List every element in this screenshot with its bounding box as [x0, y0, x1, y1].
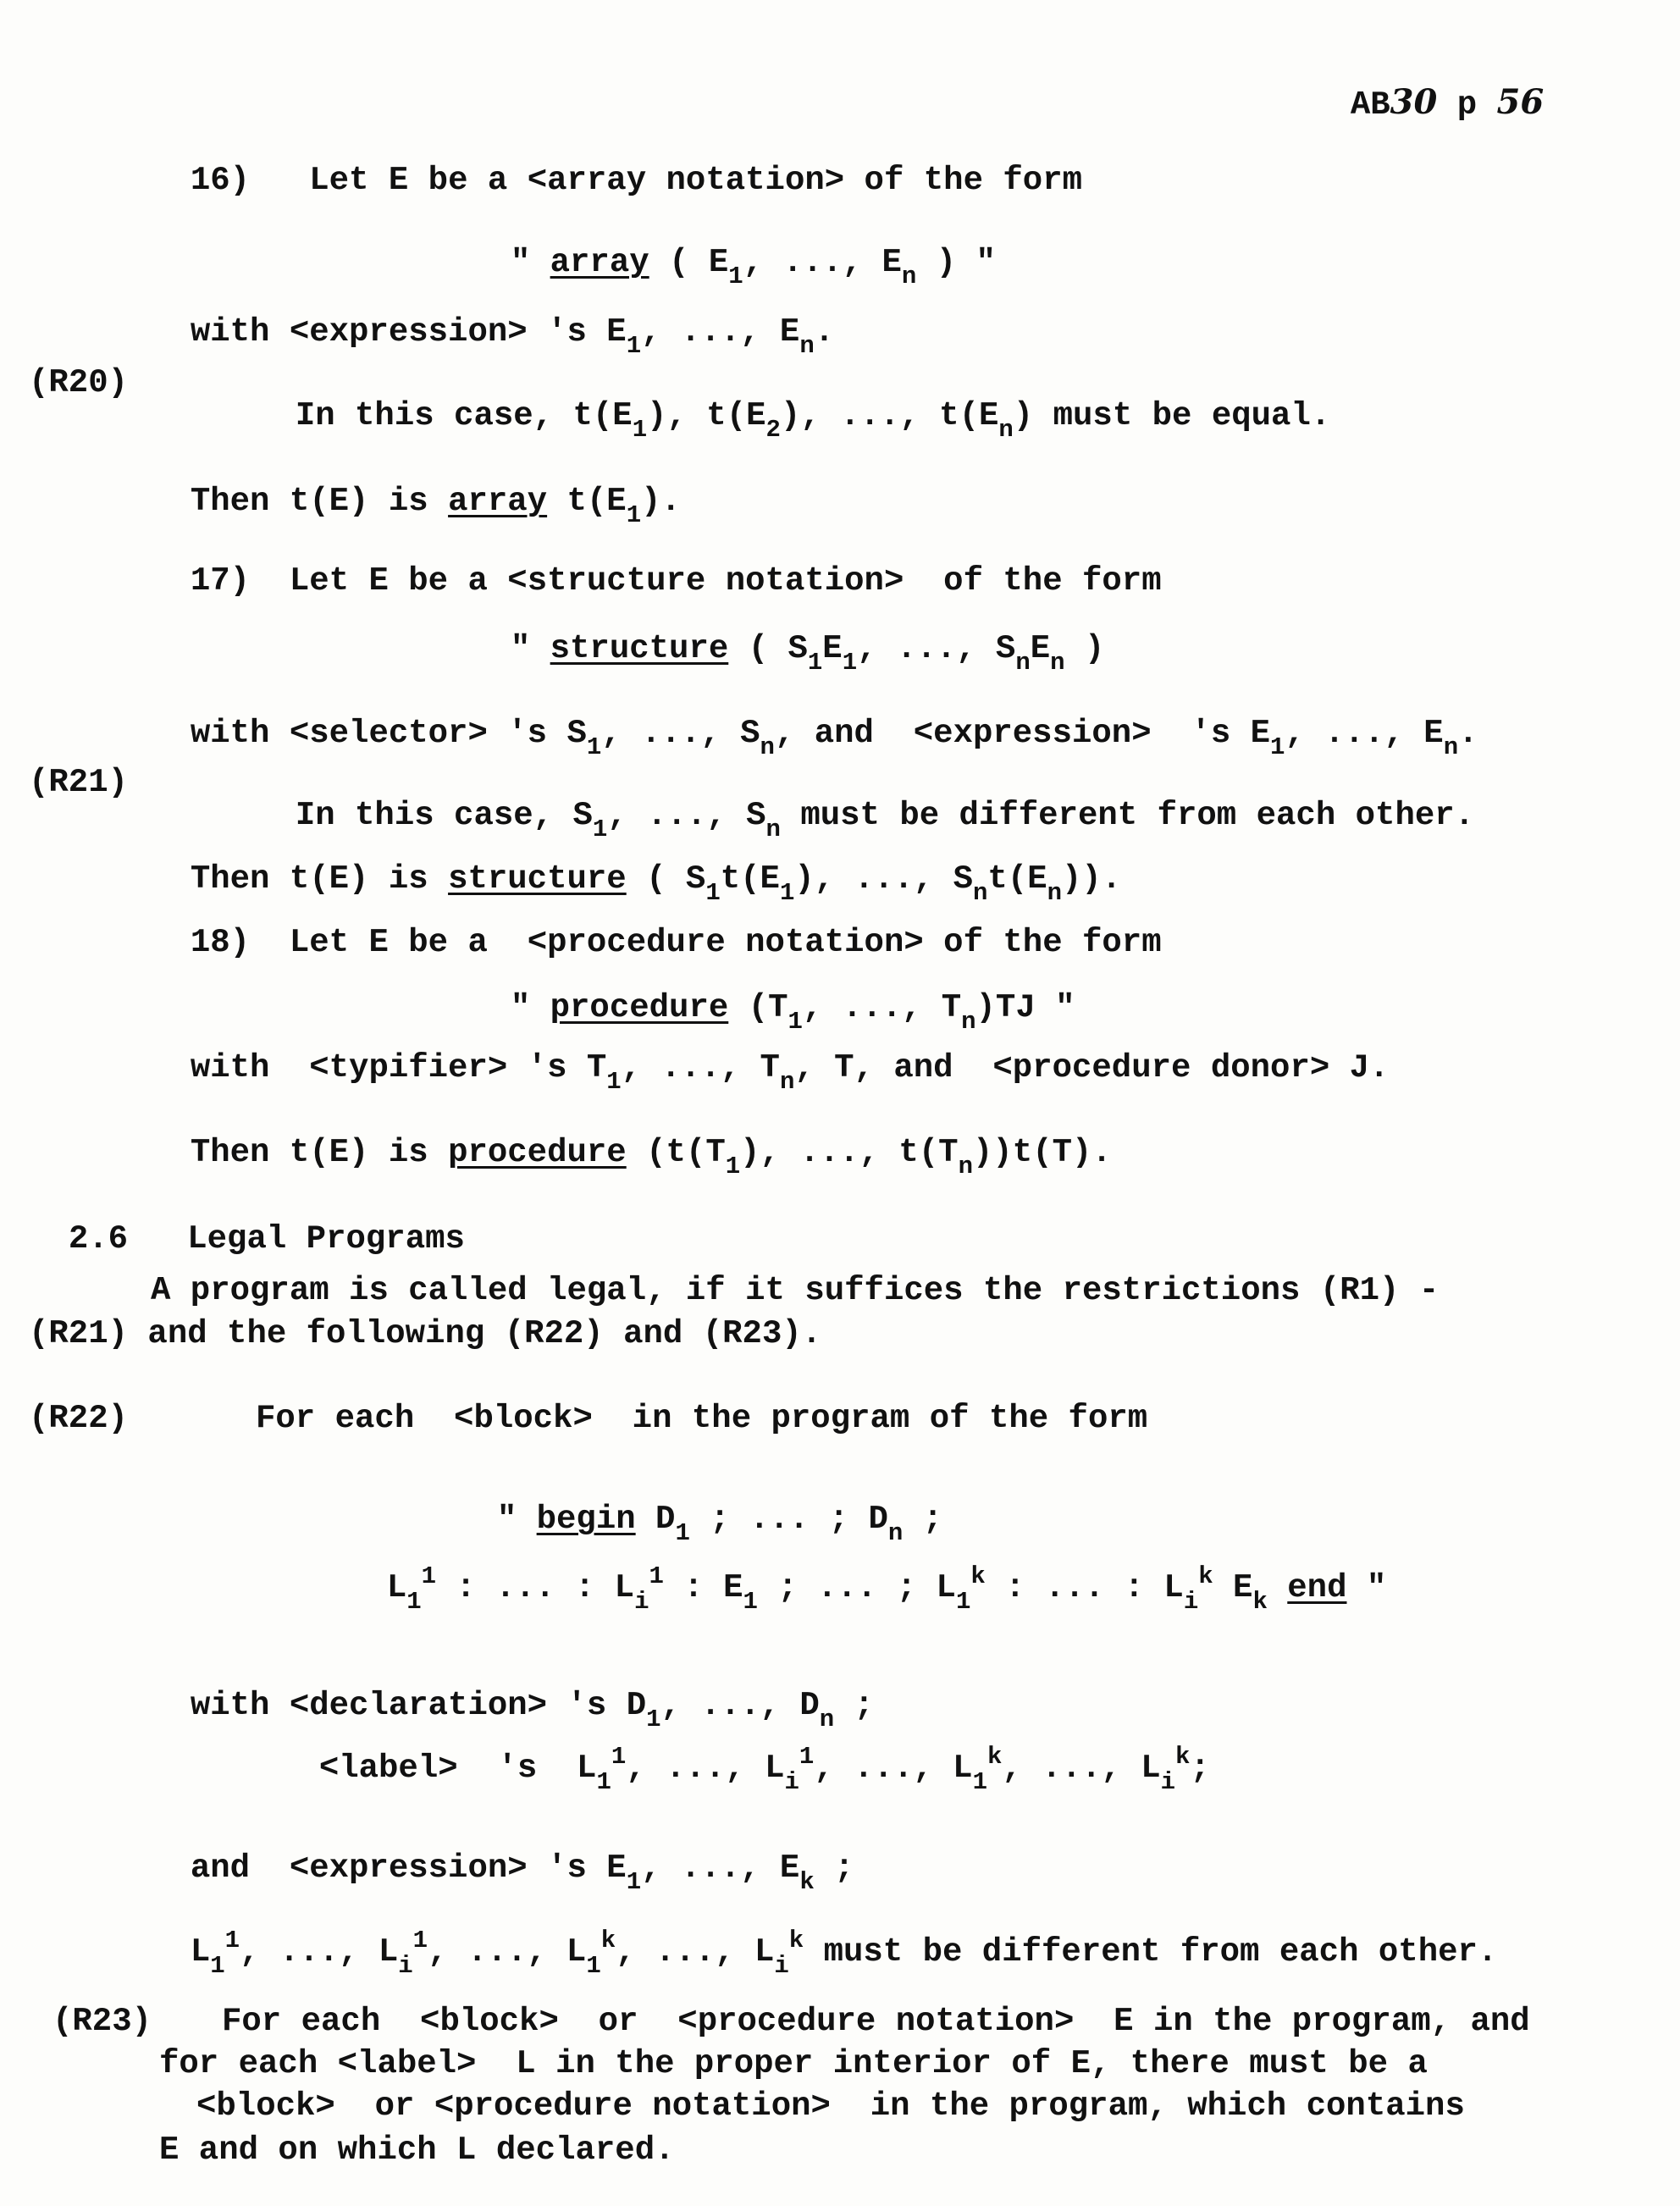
item-16-form	[471, 213, 996, 290]
subscript: i	[1183, 1588, 1199, 1616]
rule-text: ) must be equal.	[1013, 397, 1331, 434]
then-text: Then t(E) is	[190, 860, 449, 898]
r23-line-2: for each <label> L in the proper interior of E, there must be a	[159, 2045, 1428, 2082]
form-text: ; ... ; D	[689, 1501, 888, 1538]
form-text: E	[1030, 630, 1051, 667]
with-text: , ..., E	[1285, 715, 1444, 752]
r21-then	[151, 830, 1122, 907]
form-text: E	[1213, 1569, 1253, 1606]
form-text: , ..., E	[743, 244, 902, 281]
section-title: Legal Programs	[187, 1220, 465, 1258]
form-text: : E	[663, 1569, 743, 1606]
form-text: E	[822, 630, 843, 667]
then-text: t(E	[987, 860, 1047, 898]
subscript: n	[760, 733, 775, 761]
with-text: , ..., L	[626, 1750, 785, 1787]
form-text: ; ... ; L	[757, 1569, 956, 1606]
subscript: 2	[765, 416, 781, 444]
subscript: 1	[646, 1706, 661, 1733]
page-reference-page: 56	[1496, 82, 1545, 122]
with-text: .	[814, 313, 835, 351]
subscript: 1	[807, 649, 823, 677]
with-text: with <declaration> 's D	[190, 1687, 647, 1724]
paragraph-line-1: A program is called legal, if it suffices the restrictions (R1) -	[151, 1272, 1440, 1309]
with-text: , ..., T	[621, 1049, 780, 1086]
keyword-procedure: procedure	[550, 989, 729, 1026]
subscript: i	[774, 1952, 789, 1980]
item-text: Let E be a <array notation> of the form	[309, 162, 1082, 199]
subscript: 1	[788, 1008, 803, 1036]
then-text: )).	[1062, 860, 1122, 898]
subscript: 1	[842, 649, 858, 677]
subscript: 1	[705, 879, 721, 907]
subscript: n	[819, 1706, 835, 1733]
item-18-with	[151, 1019, 1390, 1096]
rule-text: , ..., S	[607, 797, 766, 834]
with-text: .	[1458, 715, 1478, 752]
must-text: must be different from each other.	[804, 1933, 1498, 1971]
subscript: n	[998, 416, 1014, 444]
subscript: n	[799, 332, 815, 360]
subscript: 1	[596, 1768, 611, 1796]
r20-tag: (R20)	[29, 364, 129, 401]
form-text: )TJ "	[975, 989, 1075, 1026]
subscript: 1	[728, 263, 743, 290]
item-18-form	[471, 959, 1075, 1036]
with-text: , ..., S	[601, 715, 760, 752]
superscript: k	[788, 1927, 804, 1954]
keyword-procedure: procedure	[448, 1134, 627, 1171]
rule-text: In this case, t(E	[295, 397, 633, 434]
then-text: ))t(T).	[973, 1134, 1112, 1171]
form-text: L	[386, 1569, 407, 1606]
then-text: ( S	[626, 860, 706, 898]
with-text: , ..., E	[641, 313, 800, 351]
page-reference-prefix: AB	[1350, 86, 1390, 124]
subscript: 1	[592, 816, 608, 843]
subscript: i	[398, 1952, 413, 1980]
item-number: 18)	[190, 924, 251, 961]
superscript: k	[970, 1562, 986, 1590]
form-text: )	[1064, 630, 1105, 667]
form-quote: "	[496, 1501, 537, 1538]
subscript: 1	[606, 1068, 622, 1096]
subscript: k	[1252, 1588, 1268, 1616]
subscript: n	[1047, 879, 1063, 907]
form-quote: "	[510, 630, 550, 667]
rule-text: ), ..., t(E	[780, 397, 999, 434]
subscript: 1	[626, 1868, 642, 1896]
subscript: n	[901, 263, 917, 290]
with-text: , ..., D	[660, 1687, 820, 1724]
rule-text: In this case, S	[295, 797, 593, 834]
with-text: , T, and <procedure donor> J.	[794, 1049, 1390, 1086]
subscript: i	[634, 1588, 649, 1616]
with-text: , ..., L	[1002, 1750, 1161, 1787]
subscript: n	[973, 879, 988, 907]
item-17-with	[151, 684, 1478, 761]
page-reference-section: 30	[1390, 82, 1438, 122]
superscript: 1	[421, 1562, 437, 1590]
superscript: 1	[611, 1743, 627, 1771]
must-text: , ..., L	[240, 1933, 399, 1971]
form-text: (T	[728, 989, 788, 1026]
r22-intro: For each <block> in the program of the form	[256, 1400, 1148, 1437]
then-text: Then t(E) is	[190, 483, 449, 520]
keyword-array: array	[448, 483, 548, 520]
subscript: 1	[406, 1588, 422, 1616]
subscript: 1	[955, 1588, 971, 1616]
then-text: ).	[641, 483, 681, 520]
form-text: : ... : L	[436, 1569, 635, 1606]
r22-tag: (R22)	[29, 1400, 129, 1437]
r20-then	[151, 452, 681, 529]
subscript: 1	[586, 733, 602, 761]
subscript: i	[784, 1768, 799, 1796]
form-text: , ..., T	[802, 989, 962, 1026]
item-18-then	[151, 1103, 1112, 1180]
with-text: with <selector> 's S	[190, 715, 587, 752]
rule-text: must be different from each other.	[780, 797, 1475, 834]
r23-line-3: <block> or <procedure notation> in the program, which contains	[196, 2087, 1465, 2125]
subscript: n	[765, 816, 781, 843]
subscript: 1	[779, 879, 795, 907]
keyword-end: end	[1287, 1569, 1347, 1606]
page-reference	[1311, 53, 1544, 122]
item-16-with	[151, 283, 835, 360]
then-text: Then t(E) is	[190, 1134, 449, 1171]
subscript: n	[1443, 733, 1459, 761]
r23-line-4: E and on which L declared.	[159, 2131, 675, 2169]
section-heading	[29, 1190, 465, 1256]
superscript: 1	[649, 1562, 664, 1590]
r22-and-expression	[151, 1819, 854, 1896]
then-text: ), ..., S	[794, 860, 973, 898]
subscript: 1	[743, 1588, 758, 1616]
must-text: , ..., L	[428, 1933, 587, 1971]
subscript: 1	[972, 1768, 987, 1796]
keyword-structure: structure	[550, 630, 729, 667]
then-text: t(E	[547, 483, 627, 520]
then-text: ), ..., t(T	[740, 1134, 959, 1171]
with-text: ;	[1190, 1750, 1210, 1787]
superscript: k	[1198, 1562, 1213, 1590]
subscript: k	[799, 1868, 815, 1896]
keyword-begin: begin	[536, 1501, 636, 1538]
form-text: : ... : L	[985, 1569, 1184, 1606]
r22-label-line	[347, 1539, 1387, 1616]
subscript: i	[1160, 1768, 1176, 1796]
subscript: n	[1015, 649, 1031, 677]
rule-text: ), t(E	[647, 397, 766, 434]
item-18-intro	[151, 893, 1162, 959]
must-text: , ..., L	[616, 1933, 775, 1971]
r21-tag: (R21)	[29, 764, 129, 801]
page-reference-p: p	[1456, 86, 1478, 124]
subscript: n	[779, 1068, 795, 1096]
subscript: 1	[632, 416, 648, 444]
form-text: ;	[903, 1501, 943, 1538]
superscript: k	[986, 1743, 1003, 1771]
item-text: Let E be a <procedure notation> of the form	[289, 924, 1162, 961]
item-text: Let E be a <structure notation> of the form	[289, 562, 1162, 600]
subscript: 1	[586, 1952, 601, 1980]
r21-text	[256, 766, 1475, 843]
then-text: (t(T	[626, 1134, 726, 1171]
item-number: 17)	[190, 562, 251, 600]
subscript: n	[887, 1519, 904, 1547]
form-text: , ..., S	[857, 630, 1016, 667]
item-17-form	[471, 600, 1105, 677]
form-quote: "	[510, 244, 550, 281]
subscript: n	[1050, 649, 1065, 677]
with-text: , and <expression> 's E	[774, 715, 1271, 752]
r20-text	[256, 367, 1331, 444]
with-text: ;	[834, 1687, 874, 1724]
with-text: ;	[814, 1849, 854, 1887]
form-text: ( E	[649, 244, 729, 281]
paragraph-line-2: (R21) and the following (R22) and (R23).	[29, 1315, 822, 1352]
subscript: 1	[210, 1952, 225, 1980]
section-number: 2.6	[68, 1220, 129, 1258]
form-text: ) "	[916, 244, 996, 281]
with-text: , ..., E	[641, 1849, 800, 1887]
form-text: ( S	[728, 630, 808, 667]
subscript: n	[961, 1008, 976, 1036]
r23-line-1: For each <block> or <procedure notation> E in the program, and	[222, 2003, 1530, 2040]
r22-with-label	[279, 1719, 1210, 1796]
with-text: and <expression> 's E	[190, 1849, 627, 1887]
subscript: 1	[725, 1153, 741, 1180]
superscript: 1	[799, 1743, 815, 1771]
r22-must-differ	[151, 1903, 1498, 1980]
with-text: with <expression> 's E	[190, 313, 627, 351]
r22-with-declaration	[151, 1656, 874, 1733]
subscript: 1	[626, 332, 642, 360]
superscript: k	[1175, 1743, 1191, 1771]
item-16-intro	[151, 131, 1082, 197]
superscript: 1	[224, 1927, 240, 1954]
superscript: k	[600, 1927, 616, 1954]
keyword-array: array	[550, 244, 649, 281]
r23-tag: (R23)	[52, 2003, 152, 2040]
must-text: L	[190, 1933, 211, 1971]
item-number: 16)	[190, 162, 251, 199]
with-text: <label> 's L	[318, 1750, 597, 1787]
r22-begin-line	[457, 1470, 943, 1547]
subscript: n	[958, 1153, 973, 1180]
item-17-intro	[151, 532, 1162, 598]
form-text: "	[1346, 1569, 1387, 1606]
with-text: , ..., L	[814, 1750, 973, 1787]
then-text: t(E	[720, 860, 780, 898]
keyword-structure: structure	[448, 860, 627, 898]
superscript: 1	[412, 1927, 428, 1954]
subscript: 1	[626, 501, 642, 529]
subscript: 1	[675, 1519, 690, 1547]
with-text: with <typifier> 's T	[190, 1049, 607, 1086]
subscript: 1	[1270, 733, 1285, 761]
form-text: D	[635, 1501, 676, 1538]
form-quote: "	[510, 989, 550, 1026]
